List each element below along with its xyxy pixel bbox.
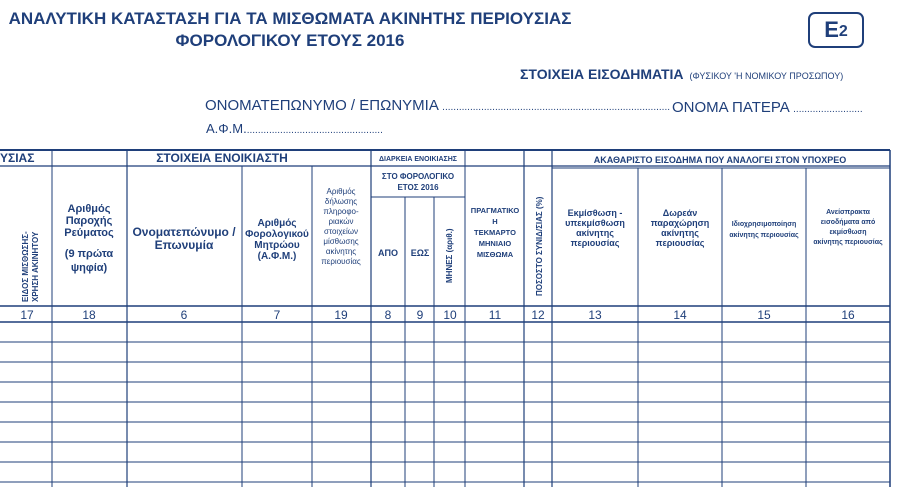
col-rent-line1: ΠΡΑΓΜΑΤΙΚΟ (470, 206, 520, 215)
col-lease-line4: περιουσίας (570, 238, 620, 248)
col-name-line1: Ονοματεπώνυμο / (132, 225, 236, 239)
code-cell: 13 (588, 308, 602, 322)
col-free-header (651, 208, 710, 248)
father-name-label: ΟΝΟΜΑ ΠΑΤΕΡΑ (672, 99, 789, 116)
col-collected-line3: εκμίσθωση (829, 229, 867, 236)
empty-row-lines (0, 342, 890, 482)
col-self-line2: ακίνητης περιουσίας (729, 232, 799, 239)
col-rent-line2: Η (492, 217, 498, 226)
col-decl-line2: δήλωσης (324, 197, 358, 206)
col-decl-line7: ακίνητης (325, 247, 357, 256)
col-collected-line1: Ανείσπρακτα (826, 209, 870, 216)
col-decl-line6: μίσθωσης (323, 237, 359, 246)
col-self-header (729, 221, 799, 239)
col-to: ΕΩΣ (410, 248, 430, 258)
col-name-header (132, 225, 236, 252)
code-cell: 7 (273, 308, 281, 322)
code-cell: 15 (757, 308, 771, 322)
name-field-label: ΟΝΟΜΑΤΕΠΩΝΥΜΟ / ΕΠΩΝΥΜΙΑ (205, 97, 438, 114)
code-cell: 12 (531, 308, 545, 322)
col-collected-line4: ακίνητης περιουσίας (813, 239, 883, 246)
col-free-line1: Δωρεάν (662, 208, 698, 218)
form-code-sub: 2 (838, 23, 848, 40)
col-afm-line3: Μητρώου (254, 240, 300, 251)
col-decl-line3: πληροφο- (323, 207, 359, 216)
col-share: ΠΟΣΟΣΤΟ ΣΥΝΙΔ/ΣΙΑΣ (%) (535, 196, 544, 296)
code-cell: 18 (82, 308, 96, 322)
col-free-line2: παραχώρηση (650, 218, 710, 228)
col-decl-header (321, 187, 361, 266)
code-cell: 14 (673, 308, 687, 322)
col-collected-line2: εισοδήματα από (820, 219, 876, 226)
code-cell: 16 (841, 308, 855, 322)
col-lease-line2: υπεκμίσθωση (565, 218, 625, 228)
col-lease-line3: ακίνητης (576, 228, 614, 238)
fiscal-year-line2: ΕΤΟΣ 2016 (397, 183, 439, 192)
form-title-line2: ΦΟΡΟΛΟΓΙΚΟΥ ΕΤΟΥΣ 2016 (175, 31, 405, 50)
col-afm-header (245, 218, 309, 262)
code-cell: 11 (488, 308, 502, 322)
col-afm-line4: (Α.Φ.Μ.) (257, 251, 297, 262)
col-from: ΑΠΟ (378, 248, 398, 258)
code-cell: 17 (20, 308, 34, 322)
col-rent-line5: ΜΙΣΘΩΜΑ (476, 250, 514, 259)
col-rent-line3: ΤΕΚΜΑΡΤΟ (474, 228, 516, 237)
col-free-line4: περιουσίας (655, 238, 705, 248)
col-months: ΜΗΝΕΣ (αριθ.) (445, 228, 454, 283)
father-name-dots: ......................... (793, 104, 863, 115)
col-collected-header (813, 209, 883, 246)
col-meter-line3: Ρεύματος (64, 227, 114, 239)
col-lease-line1: Εκμίσθωση - (567, 208, 623, 218)
col-afm-line1: Αριθμός (257, 218, 297, 229)
col-usage-line2: ΧΡΗΣΗ ΑΚΙΝΗΤΟΥ (31, 231, 40, 302)
col-meter-line6: ψηφία) (70, 262, 108, 274)
afm-field-dots: ................................................. (246, 125, 383, 136)
col-free-line3: ακίνητης (661, 228, 699, 238)
col-self-line1: Ιδιοχρησιμοποίηση (731, 221, 797, 228)
fiscal-year-line1: ΣΤΟ ΦΟΡΟΛΟΓΙΚΟ (381, 172, 455, 181)
col-decl-line5: στοιχείων (324, 227, 358, 236)
col-usage-line1: ΕΙΔΟΣ ΜΙΣΘΩΣΗΣ- (21, 231, 30, 302)
col-meter-line5: (9 πρώτα (64, 248, 114, 260)
col-decl-line8: περιουσίας (321, 257, 361, 266)
code-cell: 9 (416, 308, 424, 322)
name-field-dots: .................................................................................. (442, 102, 670, 113)
col-decl-line1: Αριθμός (326, 187, 356, 196)
col-rent-header (471, 206, 520, 259)
group-property-label: ΥΣΙΑΣ (0, 151, 35, 165)
form-title-line1: ΑΝΑΛΥΤΙΚΗ ΚΑΤΑΣΤΑΣΗ ΓΙΑ ΤΑ ΜΙΣΘΩΜΑΤΑ ΑΚΙΝΗΤΗΣ ΠΕΡΙΟΥΣΙΑΣ (8, 9, 572, 28)
col-afm-line2: Φορολογικού (245, 229, 309, 240)
income-info-heading-text: ΣΤΟΙΧΕΙΑ ΕΙΣΟΔΗΜΑΤΙΑ (520, 66, 684, 82)
col-meter-line1: Αριθμός (67, 203, 111, 215)
col-meter-line2: Παροχής (65, 215, 113, 227)
col-name-line2: Επωνυμία (154, 238, 214, 252)
form-code-main: E (824, 17, 839, 42)
col-lease-header (565, 208, 625, 248)
col-meter-header (64, 203, 114, 274)
column-code-row (20, 308, 855, 322)
group-gross-label: ΑΚΑΘΑΡΙΣΤΟ ΕΙΣΟΔΗΜΑ ΠΟΥ ΑΝΑΛΟΓΕΙ ΣΤΟΝ ΥΠΟΧΡΕΟ (593, 155, 847, 165)
code-cell: 8 (384, 308, 392, 322)
code-cell: 19 (334, 308, 348, 322)
code-cell: 6 (180, 308, 188, 322)
income-info-heading-note: (ΦΥΣΙΚΟΥ 'Η ΝΟΜΙΚΟΥ ΠΡΟΣΩΠΟΥ) (689, 71, 844, 81)
col-decl-line4: ριακών (328, 217, 354, 226)
group-duration-label: ΔΙΑΡΚΕΙΑ ΕΝΟΙΚΙΑΣΗΣ (379, 156, 457, 163)
code-cell: 10 (443, 308, 457, 322)
group-tenant-label: ΣΤΟΙΧΕΙΑ ΕΝΟΙΚΙΑΣΤΗ (156, 151, 288, 165)
afm-field-label: Α.Φ.Μ. (206, 121, 247, 136)
col-rent-line4: ΜΗΝΙΑΙΟ (478, 239, 512, 248)
